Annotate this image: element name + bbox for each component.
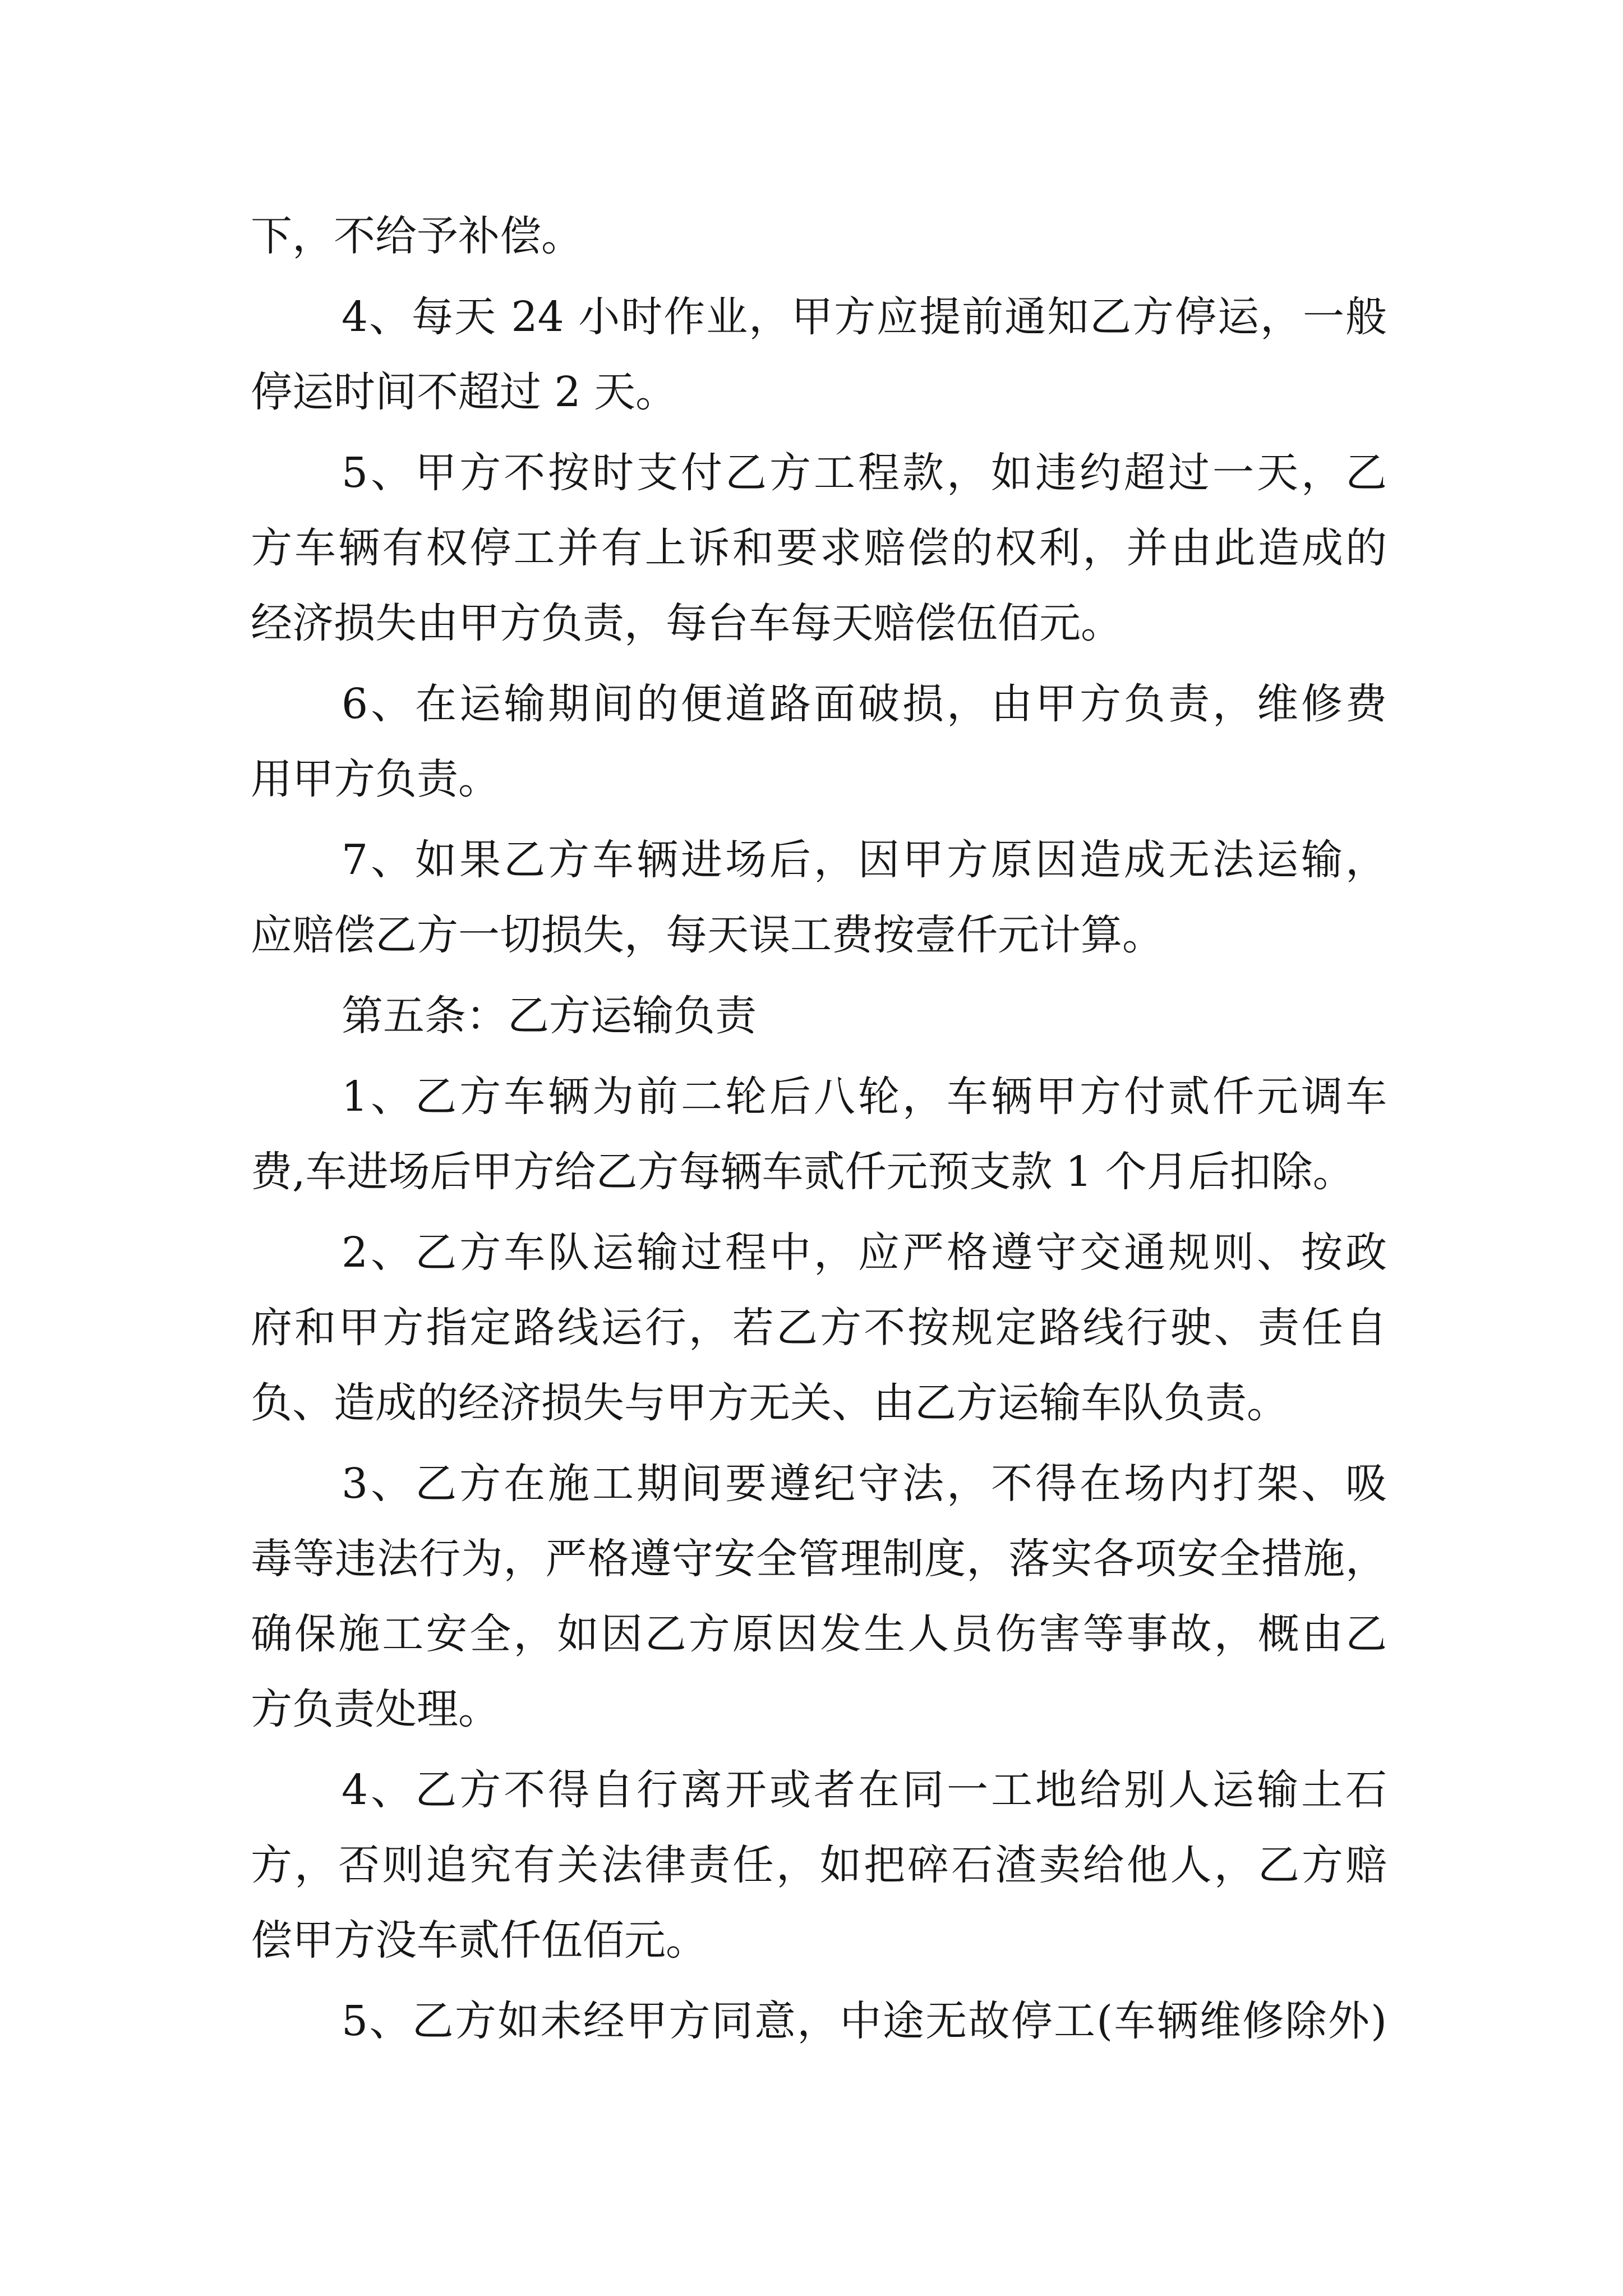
section-heading <box>251 978 1387 1053</box>
clause-paragraph <box>251 199 1387 274</box>
paragraph-line: 4、乙方不得自行离开或者在同一工地给别人运输土石 <box>342 1766 1387 1814</box>
clause-paragraph <box>251 279 1387 430</box>
paragraph-line: 经济损失由甲方负责，每台车每天赔偿伍佰元。 <box>251 599 1122 647</box>
paragraph-line: 1、乙方车辆为前二轮后八轮，车辆甲方付贰仟元调车 <box>342 1073 1387 1121</box>
paragraph-line: 停运时间不超过 2 天。 <box>251 368 677 416</box>
document-body <box>251 199 1387 2059</box>
paragraph-line: 方，否则追究有关法律责任，如把碎石渣卖给他人，乙方赔 <box>251 1841 1387 1889</box>
clause-paragraph <box>251 1059 1387 1209</box>
paragraph-line: 用甲方负责。 <box>251 755 500 803</box>
paragraph-line: 4、每天 24 小时作业，甲方应提前通知乙方停运，一般 <box>342 293 1387 341</box>
paragraph-line: 6、在运输期间的便道路面破损，由甲方负责，维修费 <box>342 680 1387 728</box>
section-heading-text: 第五条：乙方运输负责 <box>342 992 757 1040</box>
clause-paragraph <box>251 1752 1387 1978</box>
paragraph-line: 确保施工安全，如因乙方原因发生人员伤害等事故，概由乙 <box>251 1610 1387 1658</box>
clause-paragraph <box>251 1215 1387 1441</box>
clause-paragraph <box>251 435 1387 661</box>
clause-paragraph <box>251 1984 1387 2059</box>
paragraph-line: 5、乙方如未经甲方同意，中途无故停工(车辆维修除外) <box>342 1997 1387 2045</box>
paragraph-line: 偿甲方没车贰仟伍佰元。 <box>251 1916 707 1964</box>
paragraph-line: 毒等违法行为，严格遵守安全管理制度，落实各项安全措施， <box>251 1535 1387 1583</box>
paragraph-line: 应赔偿乙方一切损失，每天误工费按壹仟元计算。 <box>251 911 1164 959</box>
clause-paragraph <box>251 666 1387 817</box>
paragraph-line: 7、如果乙方车辆进场后，因甲方原因造成无法运输， <box>342 836 1387 884</box>
paragraph-line: 2、乙方车队运输过程中，应严格遵守交通规则、按政 <box>342 1228 1387 1277</box>
paragraph-line: 方负责处理。 <box>251 1685 500 1733</box>
paragraph-line: 3、乙方在施工期间要遵纪守法，不得在场内打架、吸 <box>342 1460 1387 1508</box>
paragraph-line: 费,车进场后甲方给乙方每辆车贰仟元预支款 1 个月后扣除。 <box>251 1148 1354 1196</box>
paragraph-line: 5、甲方不按时支付乙方工程款，如违约超过一天，乙 <box>342 449 1387 497</box>
paragraph-line: 下，不给予补偿。 <box>251 212 583 260</box>
clause-paragraph <box>251 822 1387 973</box>
clause-paragraph <box>251 1446 1387 1747</box>
paragraph-line: 方车辆有权停工并有上诉和要求赔偿的权利，并由此造成的 <box>251 524 1387 572</box>
paragraph-line: 府和甲方指定路线运行，若乙方不按规定路线行驶、责任自 <box>251 1304 1387 1352</box>
paragraph-line: 负、造成的经济损失与甲方无关、由乙方运输车队负责。 <box>251 1379 1288 1427</box>
